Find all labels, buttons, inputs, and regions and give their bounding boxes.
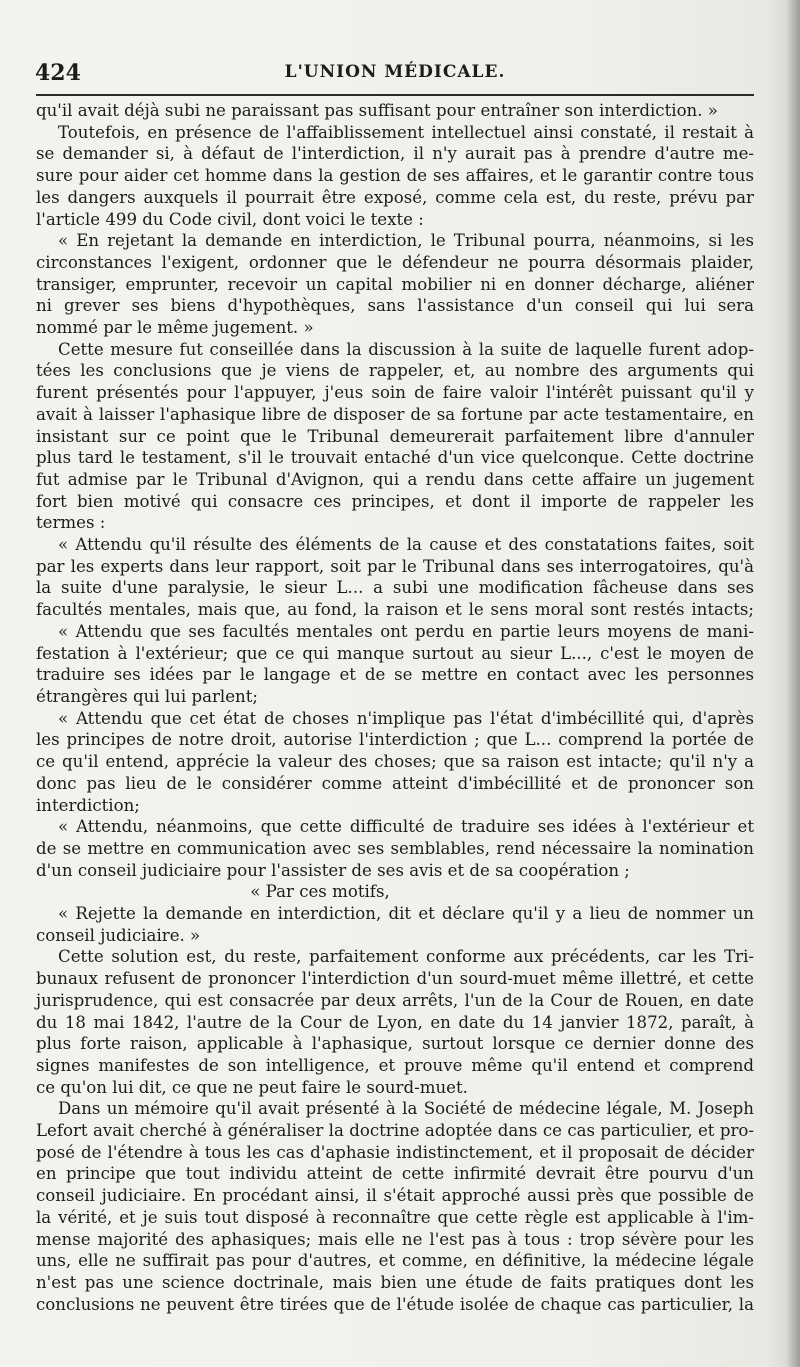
text-line: circonstances l'exigent, ordonner que le défendeur ne pourra désormais plaider,	[36, 252, 754, 272]
text-line: les dangers auxquels il pourrait être exposé, comme cela est, du reste, prévu par	[36, 187, 754, 207]
text-line: jurisprudence, qui est consacrée par deux arrêts, l'un de la Cour de Rouen, en date	[36, 990, 754, 1010]
text-line: Lefort avait cherché à généraliser la doctrine adoptée dans ce cas particulier, et pro-	[36, 1121, 754, 1141]
text-line: conclusions ne peuvent être tirées que de l'étude isolée de chaque cas particulier, la	[36, 1294, 754, 1314]
text-line: « Attendu que ses facultés mentales ont perdu en partie leurs moyens de mani-	[58, 621, 754, 641]
text-line: Cette solution est, du reste, parfaitement conforme aux précédents, car les Tri-	[58, 947, 754, 967]
text-line: sure pour aider cet homme dans la gestion de ses affaires, et le garantir contre tous	[36, 166, 754, 186]
text-line: interdiction;	[36, 795, 140, 815]
text-line: Dans un mémoire qu'il avait présenté à la Société de médecine légale, M. Joseph	[58, 1099, 754, 1119]
text-line: festation à l'extérieur; que ce qui manque surtout au sieur L..., c'est le moyen de	[36, 643, 754, 663]
text-line: du 18 mai 1842, l'autre de la Cour de Lyon, en date du 14 janvier 1872, paraît, à	[36, 1012, 754, 1032]
running-title: L'UNION MÉDICALE.	[284, 62, 506, 82]
page-header	[35, 58, 755, 90]
text-line: n'est pas une science doctrinale, mais bien une étude de faits pratiques dont les	[36, 1272, 754, 1292]
header-rule	[36, 94, 754, 96]
text-line: par les experts dans leur rapport, soit par le Tribunal dans ses interrogatoires, qu'à	[36, 556, 754, 576]
text-line: « En rejetant la demande en interdiction, le Tribunal pourra, néanmoins, si les	[58, 231, 754, 251]
text-line: qu'il avait déjà subi ne paraissant pas suffisant pour entraîner son interdiction. »	[36, 101, 718, 120]
text-line: ce qu'il entend, apprécie la valeur des choses; que sa raison est intacte; qu'il n'y a	[36, 752, 754, 772]
text-line: « Attendu qu'il résulte des éléments de la cause et des constatations faites, soit	[58, 535, 754, 555]
text-line: donc pas lieu de le considérer comme atteint d'imbécillité et de prononcer son	[36, 773, 754, 793]
text-line: plus forte raison, applicable à l'aphasique, surtout lorsque ce dernier donne des	[36, 1034, 754, 1054]
text-line: d'un conseil judiciaire pour l'assister de ses avis et de sa coopération ;	[36, 860, 630, 880]
text-line: traduire ses idées par le langage et de se mettre en contact avec les personnes	[36, 665, 754, 685]
text-line: signes manifestes de son intelligence, et prouve même qu'il entend et comprend	[36, 1055, 754, 1075]
text-line: bunaux refusent de prononcer l'interdiction d'un sourd-muet même illettré, et cette	[36, 969, 754, 989]
text-line: fort bien motivé qui consacre ces principes, et dont il importe de rappeler les	[36, 491, 754, 511]
text-line: en principe que tout individu atteint de cette infirmité devrait être pourvu d'un	[36, 1164, 754, 1184]
text-line: étrangères qui lui parlent;	[36, 686, 258, 706]
text-line: posé de l'étendre à tous les cas d'aphasie indistinctement, et il proposait de décider	[36, 1142, 754, 1162]
text-line: conseil judiciaire. En procédant ainsi, il s'était approché aussi près que possible de	[36, 1186, 754, 1206]
text-line: fut admise par le Tribunal d'Avignon, qui a rendu dans cette affaire un jugement	[36, 469, 754, 489]
text-line: avait à laisser l'aphasique libre de disposer de sa fortune par acte testamentaire, en	[36, 404, 754, 424]
text-line: de se mettre en communication avec ses semblables, rend nécessaire la nomination	[36, 838, 754, 858]
text-line: termes :	[36, 513, 106, 533]
body-text	[36, 100, 754, 1315]
page-number: 424	[35, 60, 81, 86]
text-line: facultés mentales, mais que, au fond, la raison et le sens moral sont restés intacts;	[36, 600, 754, 620]
text-line: ce qu'on lui dit, ce que ne peut faire le sourd-muet.	[36, 1077, 468, 1097]
text-line: « Rejette la demande en interdiction, dit et déclare qu'il y a lieu de nommer un	[58, 904, 754, 924]
text-line: « Par ces motifs,	[250, 882, 390, 902]
text-line: « Attendu, néanmoins, que cette difficulté de traduire ses idées à l'extérieur et	[58, 817, 754, 837]
text-line: insistant sur ce point que le Tribunal demeurerait parfaitement libre d'annuler	[36, 426, 754, 446]
page-edge-shadow	[786, 0, 800, 1367]
text-line: tées les conclusions que je viens de rappeler, et, au nombre des arguments qui	[36, 361, 754, 381]
text-line: se demander si, à défaut de l'interdiction, il n'y aurait pas à prendre d'autre me-	[36, 144, 754, 164]
text-line: transiger, emprunter, recevoir un capital mobilier ni en donner décharge, aliéner	[36, 274, 754, 294]
text-line: ni grever ses biens d'hypothèques, sans l'assistance d'un conseil qui lui sera	[36, 296, 754, 316]
text-line: nommé par le même jugement. »	[36, 318, 314, 338]
text-line: la suite d'une paralysie, le sieur L... a subi une modification fâcheuse dans ses	[36, 578, 754, 598]
text-line: furent présentés pour l'appuyer, j'eus soin de faire valoir l'intérêt puissant qu'il y	[36, 383, 754, 403]
text-line: Toutefois, en présence de l'affaiblissement intellectuel ainsi constaté, il restait à	[58, 122, 754, 142]
text-line: conseil judiciaire. »	[36, 925, 201, 945]
text-line: la vérité, et je suis tout disposé à reconnaître que cette règle est applicable à l'im-	[36, 1207, 754, 1227]
text-line: « Attendu que cet état de choses n'implique pas l'état d'imbécillité qui, d'après	[58, 708, 754, 728]
text-line: mense majorité des aphasiques; mais elle ne l'est pas à tous : trop sévère pour les	[36, 1229, 754, 1249]
text-line: plus tard le testament, s'il le trouvait entaché d'un vice quelconque. Cette doctrine	[36, 448, 754, 468]
text-line: Cette mesure fut conseillée dans la discussion à la suite de laquelle furent adop-	[58, 339, 754, 359]
text-line: les principes de notre droit, autorise l'interdiction ; que L... comprend la portée de	[36, 730, 754, 750]
text-line: l'article 499 du Code civil, dont voici le texte :	[36, 209, 424, 229]
text-line: uns, elle ne suffirait pas pour d'autres, et comme, en définitive, la médecine légale	[36, 1251, 754, 1271]
